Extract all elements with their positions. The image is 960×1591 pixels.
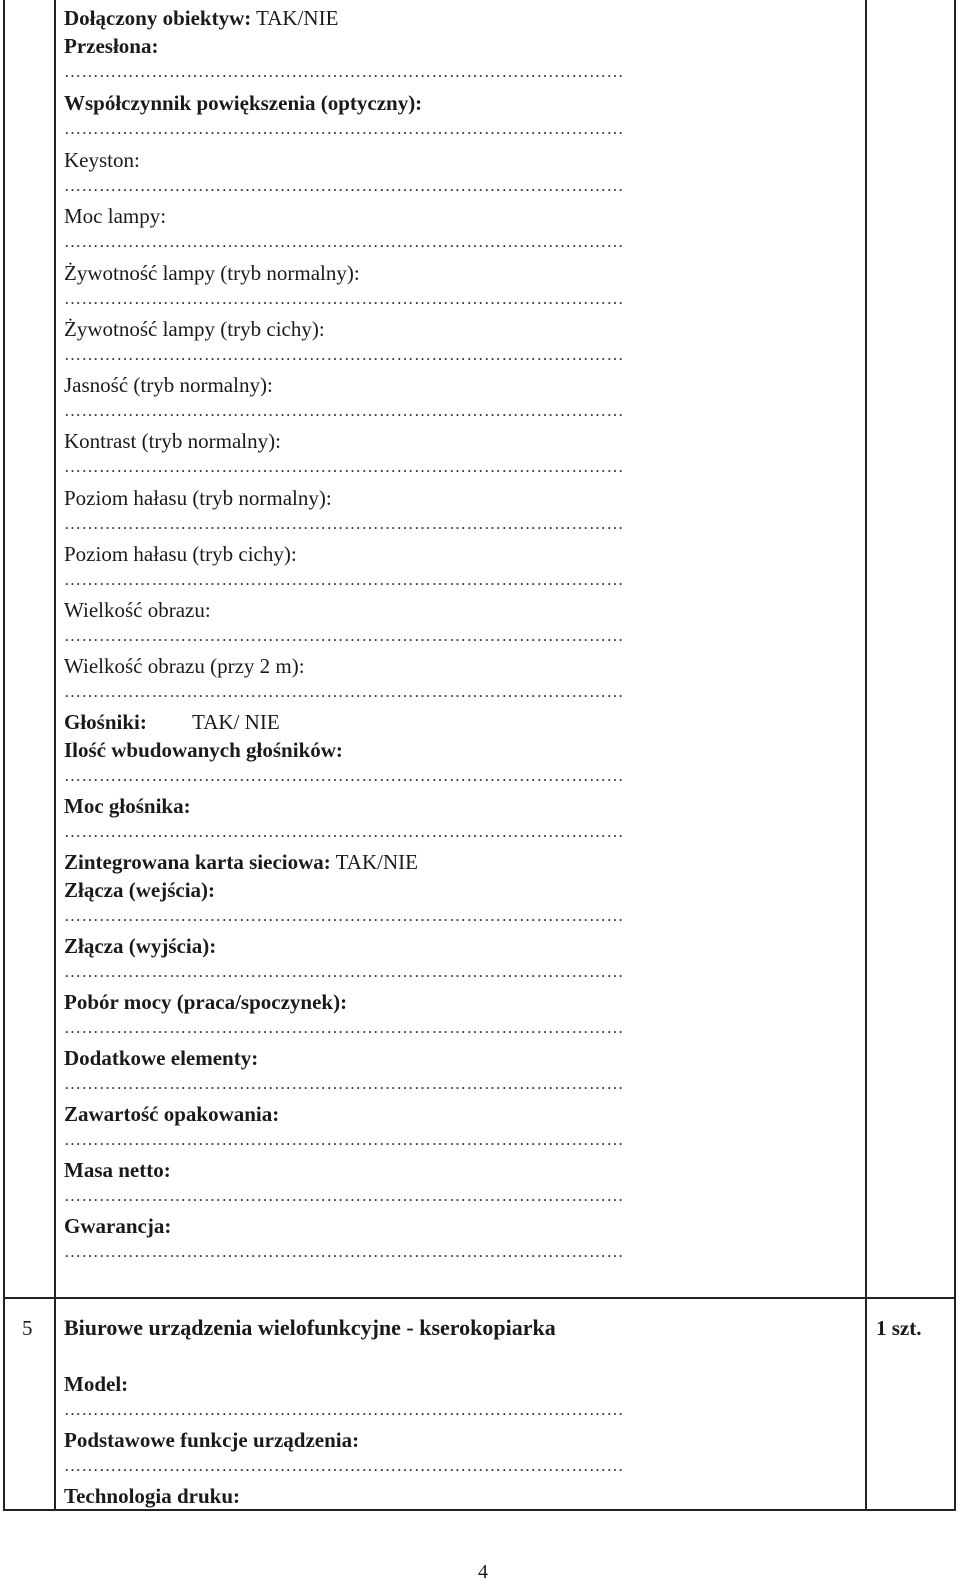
- table-border-bottom: [3, 1509, 956, 1511]
- section-title: Biurowe urządzenia wielofunkcyjne - kserokopiarka: [64, 1315, 556, 1340]
- warranty-label: Gwarancja:: [64, 1214, 172, 1238]
- lamp-power-dots: ……………………………………………………………………………………: [64, 232, 624, 251]
- speaker-count-label: Ilość wbudowanych głośników:: [64, 738, 343, 762]
- lens-row: [64, 6, 338, 30]
- network-card-value: TAK/NIE: [335, 850, 418, 874]
- speakers-label: Głośniki:: [64, 710, 147, 734]
- image-size-2m-label: Wielkość obrazu (przy 2 m):: [64, 654, 305, 678]
- image-size-label: Wielkość obrazu:: [64, 598, 211, 622]
- keystone-label: Keyston:: [64, 148, 140, 172]
- inputs-dots: ……………………………………………………………………………………: [64, 906, 624, 925]
- package-dots: ……………………………………………………………………………………: [64, 1130, 624, 1149]
- outputs-dots: ……………………………………………………………………………………: [64, 962, 624, 981]
- power-consumption-dots: ……………………………………………………………………………………: [64, 1018, 624, 1037]
- table-border-left: [3, 0, 5, 1511]
- page-number: 4: [478, 1561, 488, 1583]
- keystone-dots: ……………………………………………………………………………………: [64, 176, 624, 195]
- extras-label: Dodatkowe elementy:: [64, 1046, 259, 1070]
- lamp-life-normal-dots: ……………………………………………………………………………………: [64, 289, 624, 308]
- lamp-power-label: Moc lampy:: [64, 204, 167, 228]
- row-number: 5: [22, 1316, 33, 1340]
- basic-functions-dots: ……………………………………………………………………………………: [64, 1456, 624, 1475]
- brightness-label: Jasność (tryb normalny):: [64, 373, 273, 397]
- aperture-label: Przesłona:: [64, 34, 159, 58]
- speakers-row: [64, 710, 280, 734]
- print-tech-label: Technologia druku:: [64, 1484, 241, 1508]
- lamp-life-normal-label: Żywotność lampy (tryb normalny):: [64, 261, 360, 285]
- power-consumption-label: Pobór mocy (praca/spoczynek):: [64, 990, 348, 1014]
- net-weight-dots: ……………………………………………………………………………………: [64, 1186, 624, 1205]
- warranty-dots: ……………………………………………………………………………………: [64, 1242, 624, 1261]
- package-label: Zawartość opakowania:: [64, 1102, 280, 1126]
- lamp-life-quiet-dots: ……………………………………………………………………………………: [64, 345, 624, 364]
- speakers-value: TAK/ NIE: [192, 710, 280, 734]
- contrast-dots: ……………………………………………………………………………………: [64, 457, 624, 476]
- network-card-row: [64, 850, 418, 874]
- contrast-label: Kontrast (tryb normalny):: [64, 429, 281, 453]
- model-label: Model:: [64, 1372, 129, 1396]
- noise-normal-dots: ……………………………………………………………………………………: [64, 514, 624, 533]
- table-border-right: [954, 0, 956, 1511]
- table-border-col2: [865, 0, 867, 1511]
- model-dots: ……………………………………………………………………………………: [64, 1400, 624, 1419]
- quantity: 1 szt.: [876, 1316, 922, 1340]
- speaker-power-dots: ……………………………………………………………………………………: [64, 822, 624, 841]
- outputs-label: Złącza (wyjścia):: [64, 934, 217, 958]
- extras-dots: ……………………………………………………………………………………: [64, 1074, 624, 1093]
- lens-label: Dołączony obiektyw:: [64, 6, 252, 30]
- lamp-life-quiet-label: Żywotność lampy (tryb cichy):: [64, 317, 325, 341]
- network-card-label: Zintegrowana karta sieciowa:: [64, 850, 331, 874]
- noise-normal-label: Poziom hałasu (tryb normalny):: [64, 486, 332, 510]
- net-weight-label: Masa netto:: [64, 1158, 171, 1182]
- inputs-label: Złącza (wejścia):: [64, 878, 216, 902]
- lens-value: TAK/NIE: [256, 6, 339, 30]
- table-border-col1: [54, 0, 56, 1511]
- speaker-power-label: Moc głośnika:: [64, 794, 191, 818]
- zoom-dots: ……………………………………………………………………………………: [64, 119, 624, 138]
- aperture-dots: ……………………………………………………………………………………: [64, 62, 624, 81]
- image-size-2m-dots: ……………………………………………………………………………………: [64, 682, 624, 701]
- brightness-dots: ……………………………………………………………………………………: [64, 401, 624, 420]
- basic-functions-label: Podstawowe funkcje urządzenia:: [64, 1428, 360, 1452]
- image-size-dots: ……………………………………………………………………………………: [64, 626, 624, 645]
- speaker-count-dots: ……………………………………………………………………………………: [64, 766, 624, 785]
- row-separator: [3, 1297, 956, 1299]
- noise-quiet-dots: ……………………………………………………………………………………: [64, 570, 624, 589]
- zoom-label: Współczynnik powiększenia (optyczny):: [64, 91, 423, 115]
- noise-quiet-label: Poziom hałasu (tryb cichy):: [64, 542, 297, 566]
